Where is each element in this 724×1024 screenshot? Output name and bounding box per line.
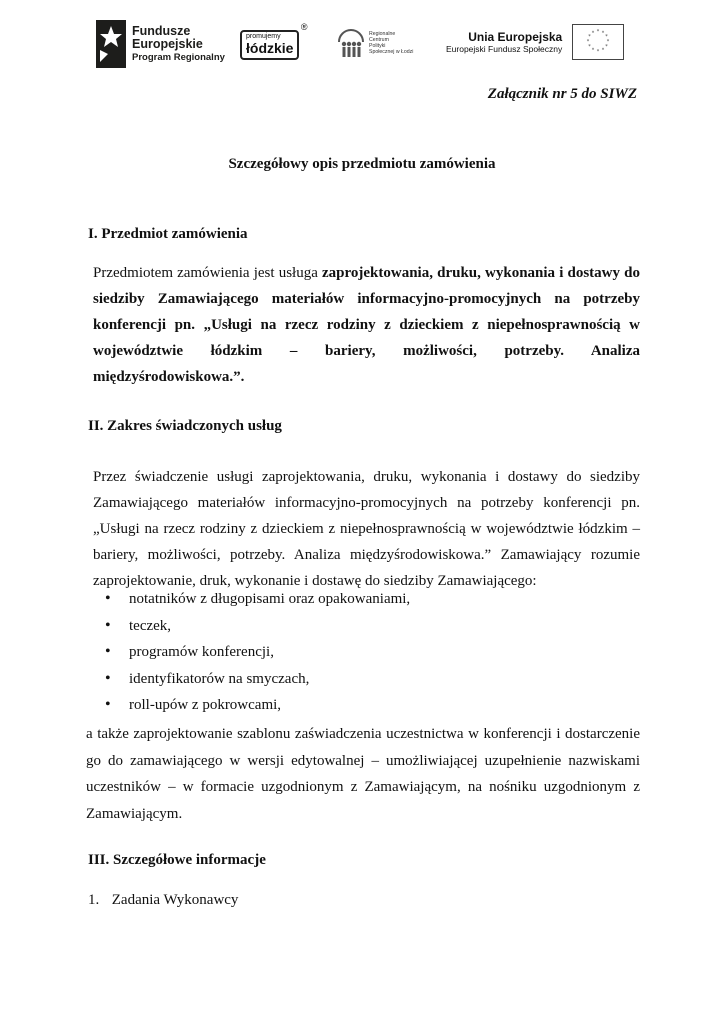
svg-text:*: * bbox=[586, 39, 590, 45]
unia-europejska-logo bbox=[446, 24, 624, 60]
lodz-line1: promujemy bbox=[246, 33, 281, 40]
rcps-logo bbox=[336, 28, 413, 58]
fe-star-icon bbox=[96, 20, 126, 68]
attachment-label: Załącznik nr 5 do SIWZ bbox=[487, 86, 637, 102]
svg-text:*: * bbox=[588, 44, 591, 50]
fe-line1: Fundusze bbox=[132, 23, 191, 38]
rcps-line1: Regionalne bbox=[369, 30, 396, 37]
svg-text:*: * bbox=[601, 30, 605, 37]
numbered-item-number: 1. bbox=[88, 892, 100, 908]
section1-text-bold: zaprojektowania, druku, wykonania i dostawy do siedziby Zamawiającego materiałów informacyjno-promocyjnych na potrzeby konferencji pn. „Usługi na rzecz rodziny z dzieckiem z niepełnosprawnością w województwie łódzkim – bariery, możliwości, potrzeby. Analiza międzyśrodowiskowa.”. bbox=[93, 265, 640, 385]
ue-line2: Europejski Fundusz Społeczny bbox=[446, 44, 563, 54]
rcps-figures-icon bbox=[336, 28, 366, 58]
registered-mark: ® bbox=[300, 22, 308, 32]
svg-text:*: * bbox=[605, 34, 608, 40]
fe-line2: Europejskie bbox=[132, 36, 203, 51]
svg-text:*: * bbox=[588, 34, 591, 40]
section2-intro: Przez świadczenie usługi zaprojektowania, druku, wykonania i dostawy do siedziby Zamawiającego materiałów informacyjno-promocyjnych na potrzeby konferencji pn. „Usługi na rzecz rodziny z dzieckiem z niepełnosprawnością w województwie łódzkim – bariery, możliwości, potrzeby. Analiza międzyśrodowiskowa.” Zamawiający rozumie zaprojektowanie, druk, wykonanie i dostawę do siedziby Zamawiającego: bbox=[93, 469, 640, 589]
svg-text:*: * bbox=[606, 39, 610, 45]
promujemy-lodzkie-logo bbox=[240, 22, 308, 60]
section2-heading: II. Zakres świadczonych usług bbox=[88, 418, 282, 434]
list-item: • notatników z długopisami oraz opakowaniami, bbox=[93, 591, 410, 618]
svg-text:*: * bbox=[601, 47, 605, 54]
svg-text:*: * bbox=[591, 30, 595, 37]
ue-line1: Unia Europejska bbox=[468, 30, 563, 44]
rcps-line2: Centrum bbox=[369, 36, 389, 43]
eu-flag-icon bbox=[572, 24, 624, 60]
section1-paragraph bbox=[93, 260, 640, 390]
section3-heading: III. Szczegółowe informacje bbox=[88, 852, 266, 868]
svg-text:*: * bbox=[605, 44, 608, 50]
section1-heading: I. Przedmiot zamówienia bbox=[88, 226, 248, 242]
lodz-line2: łódzkie bbox=[246, 40, 294, 56]
items-list bbox=[93, 591, 410, 724]
fundusze-europejskie-logo bbox=[96, 20, 225, 68]
numbered-item-text: Zadania Wykonawcy bbox=[111, 892, 239, 908]
section1-text-plain: Przedmiotem zamówienia jest usługa bbox=[93, 265, 318, 281]
fe-line3: Program Regionalny bbox=[132, 51, 225, 63]
document-title: Szczegółowy opis przedmiotu zamówienia bbox=[228, 156, 496, 172]
section2-outro: a także zaprojektowanie szablonu zaświadczenia uczestnictwa w konferencji i dostarczenie go do zamawiającego w wersji edytowalnej – umożliwiającej uzupełnienie nazwiskami uczestników – w formacie uzgodnionym z Zamawiającym, na nośniku uzgodnionym z Zamawiającym. bbox=[86, 726, 640, 822]
list-item: • teczek, bbox=[93, 618, 410, 645]
svg-text:*: * bbox=[591, 47, 595, 54]
rcps-line3: Polityki bbox=[369, 43, 386, 49]
list-item: • roll-upów z pokrowcami, bbox=[93, 697, 410, 724]
logo-bar bbox=[90, 18, 630, 70]
list-item: • programów konferencji, bbox=[93, 644, 410, 671]
svg-text:*: * bbox=[596, 49, 600, 55]
numbered-item bbox=[88, 892, 238, 909]
rcps-line4: Społecznej w Łodzi bbox=[369, 49, 414, 56]
list-item: • identyfikatorów na smyczach, bbox=[93, 671, 410, 698]
svg-text:*: * bbox=[596, 29, 600, 35]
